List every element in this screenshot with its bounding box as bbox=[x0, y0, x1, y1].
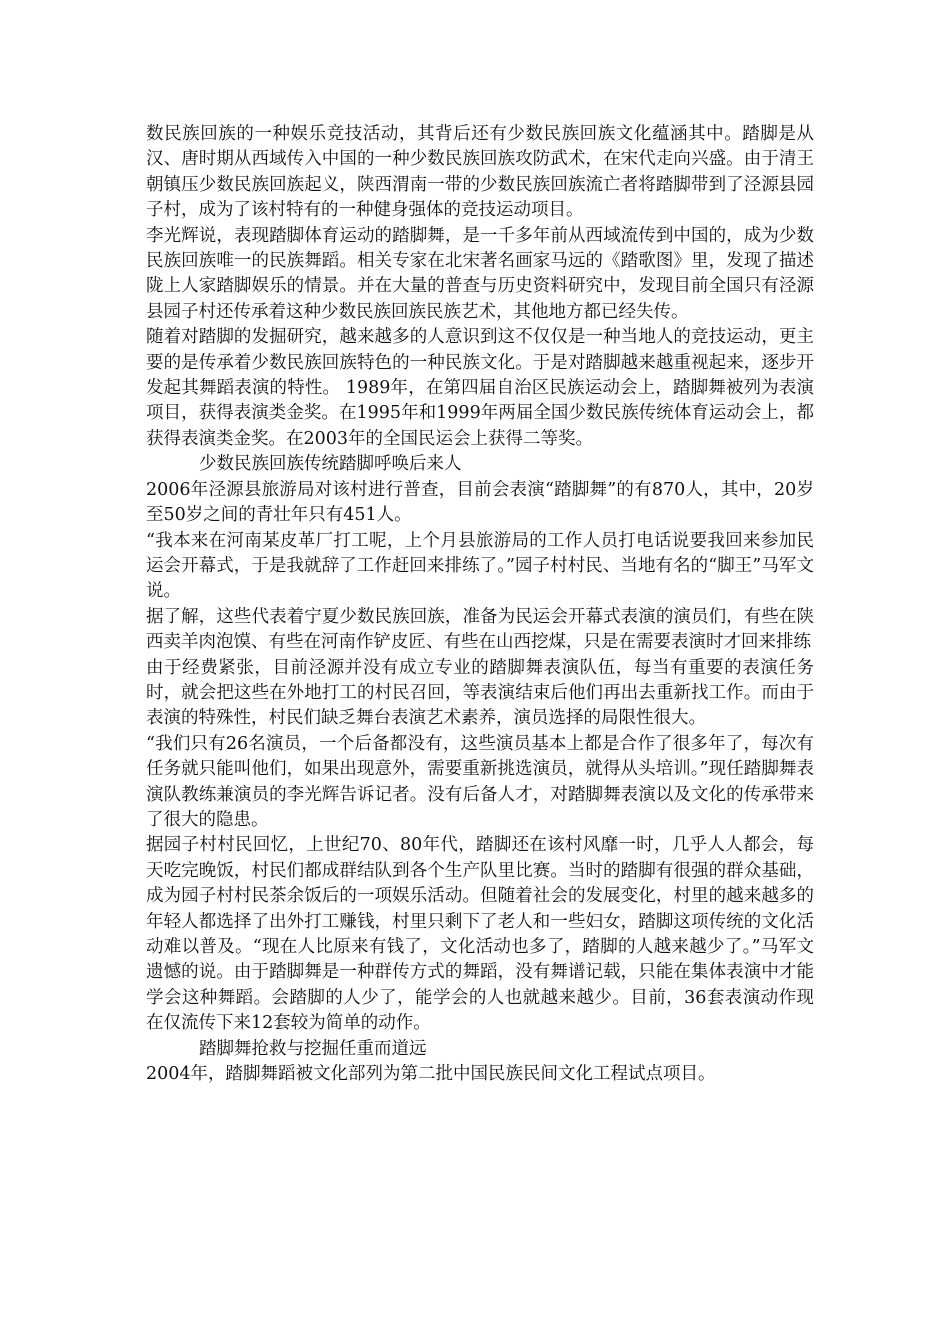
body-paragraph: “我本来在河南某皮革厂打工呢，上个月县旅游局的工作人员打电话说要我回来参加民运会开幕式，于是我就辞了工作赶回来排练了。”园子村村民、当地有名的“脚王”马军文说。 bbox=[146, 530, 814, 602]
body-paragraph: 2004年，踏脚舞蹈被文化部列为第二批中国民族民间文化工程试点项目。 bbox=[146, 1064, 716, 1085]
body-paragraph: 数民族回族的一种娱乐竞技活动，其背后还有少数民族回族文化蕴涵其中。踏脚是从汉、唐时期从西域传入中国的一种少数民族回族攻防武术，在宋代走向兴盛。由于清王朝镇压少数民族回族起义，陕西渭南一带的少数民族回族流亡者将踏脚带到了泾源县园子村，成为了该村特有的一种健身强体的竞技运动项目。 bbox=[146, 124, 814, 221]
body-paragraph: 随着对踏脚的发掘研究，越来越多的人意识到这不仅仅是一种当地人的竞技运动，更主要的是传承着少数民族回族特色的一种民族文化。于是对踏脚越来越重视起来，逐步开发起其舞蹈表演的特性。 1989年，在第四届自治区民族运动会上，踏脚舞被列为表演项目，获得表演类金奖。在1995年和1999年两届全国少数民族传统体育运动会上，都获得表演类金奖。在2003年的全国民运会上获得二等奖。 bbox=[146, 327, 814, 449]
body-paragraph: 由于经费紧张，目前泾源并没有成立专业的踏脚舞表演队伍，每当有重要的表演任务时，就会把这些在外地打工的村民召回，等表演结束后他们再出去重新找工作。而由于表演的特殊性，村民们缺乏舞台表演艺术素养，演员选择的局限性很大。 bbox=[146, 657, 814, 729]
body-paragraph: 据了解，这些代表着宁夏少数民族回族，准备为民运会开幕式表演的演员们，有些在陕西卖羊肉泡馍、有些在河南作铲皮匠、有些在山西挖煤，只是在需要表演时才回来排练 bbox=[146, 606, 814, 653]
section-heading: 少数民族回族传统踏脚呼唤后来人 bbox=[199, 454, 462, 475]
section-heading: 踏脚舞抢救与挖掘任重而道远 bbox=[199, 1038, 427, 1059]
body-paragraph: 2006年泾源县旅游局对该村进行普查，目前会表演“踏脚舞”的有870人，其中，20岁至50岁之间的青壮年只有451人。 bbox=[146, 479, 814, 526]
body-paragraph: “我们只有26名演员，一个后备都没有，这些演员基本上都是合作了很多年了，每次有任务就只能叫他们，如果出现意外，需要重新挑选演员，就得从头培训。”现任踏脚舞表演队教练兼演员的李光辉告诉记者。没有后备人才，对踏脚舞表演以及文化的传承带来了很大的隐患。 bbox=[146, 733, 814, 830]
body-paragraph: 李光辉说，表现踏脚体育运动的踏脚舞，是一千多年前从西域流传到中国的，成为少数民族回族唯一的民族舞蹈。相关专家在北宋著名画家马远的《踏歌图》里，发现了描述陇上人家踏脚娱乐的情景。并在大量的普查与历史资料研究中，发现目前全国只有泾源县园子村还传承着这种少数民族回族民族艺术，其他地方都已经失传。 bbox=[146, 225, 814, 322]
body-paragraph: 据园子村村民回忆，上世纪70、80年代，踏脚还在该村风靡一时，几乎人人都会，每天吃完晚饭，村民们都成群结队到各个生产队里比赛。当时的踏脚有很强的群众基础，成为园子村村民茶余饭后的一项娱乐活动。但随着社会的发展变化，村里的越来越多的年轻人都选择了出外打工赚钱，村里只剩下了老人和一些妇女，踏脚这项传统的文化活动难以普及。“现在人比原来有钱了，文化活动也多了，踏脚的人越来越少了。”马军文遗憾的说。由于踏脚舞是一种群传方式的舞蹈，没有舞谱记载，只能在集体表演中才能学会这种舞蹈。会踏脚的人少了，能学会的人也就越来越少。目前，36套表演动作现在仅流传下来12套较为简单的动作。 bbox=[146, 835, 814, 1034]
document-page bbox=[146, 122, 814, 1087]
